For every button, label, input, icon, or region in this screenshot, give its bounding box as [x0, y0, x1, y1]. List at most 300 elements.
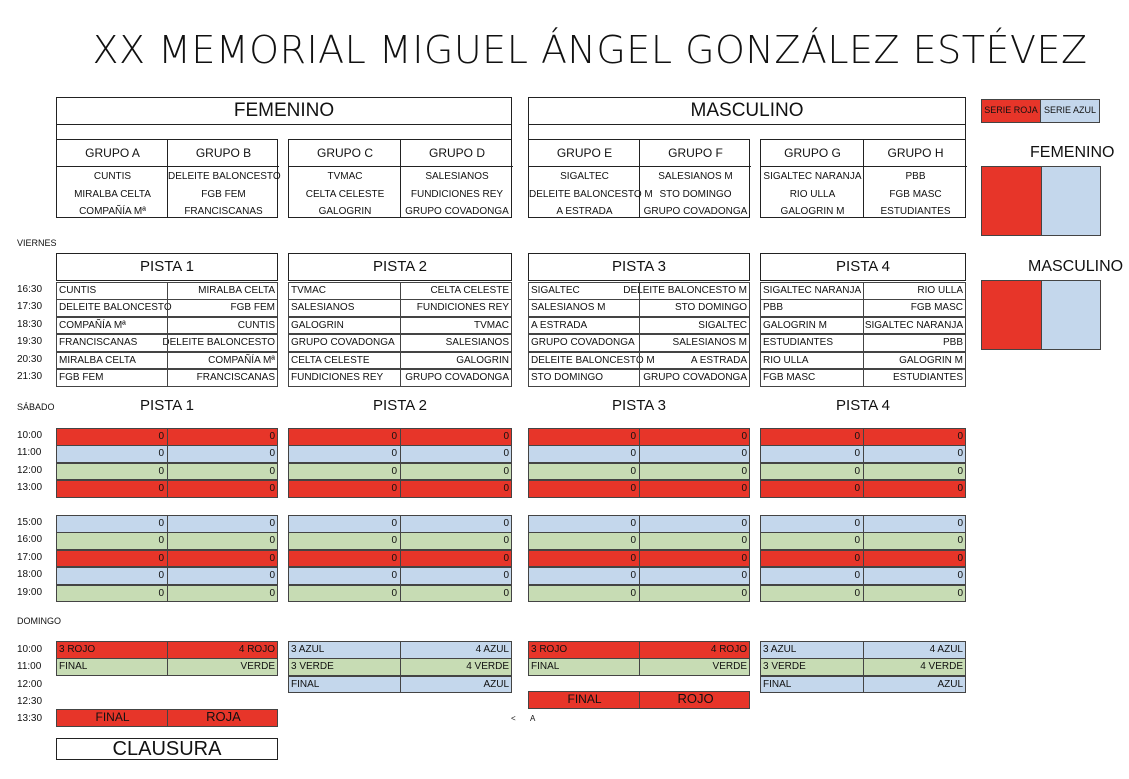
row-divider [400, 446, 401, 462]
row-left: FINAL [531, 661, 560, 673]
row-divider [863, 551, 864, 567]
group-team: COMPAÑÍA Mª [79, 206, 146, 217]
group-team: FRANCISCANAS [184, 206, 263, 217]
sabado-slot [56, 550, 278, 568]
pista-header: PISTA 2 [288, 253, 512, 281]
row-divider [167, 370, 168, 386]
match-row [528, 352, 750, 370]
slot-value-left: 0 [630, 587, 636, 599]
slot-value-left: 0 [391, 587, 397, 599]
sabado-slot [760, 428, 966, 446]
row-right: GALOGRIN M [899, 354, 963, 366]
sabado-pista-label: PISTA 3 [612, 397, 666, 414]
sabado-slot [528, 550, 750, 568]
group-header: GRUPO D [401, 140, 513, 167]
slot-value-left: 0 [158, 431, 164, 442]
row-right: ESTUDIANTES [892, 372, 963, 383]
time-label: 21:30 [17, 371, 43, 382]
row-divider [639, 283, 640, 299]
slot-value-right: 0 [269, 448, 275, 460]
group-team: DELEITE BALONCESTO [168, 171, 281, 182]
slot-value-right: 0 [503, 587, 509, 599]
row-left: FRANCISCANAS [59, 337, 138, 349]
row-right: CELTA CELESTE [430, 285, 509, 296]
slot-value-right: 0 [503, 518, 509, 529]
row-right: DELEITE BALONCESTO M [623, 285, 747, 296]
slot-value-left: 0 [630, 448, 636, 460]
mark-a: A [530, 714, 536, 723]
row-divider [639, 429, 640, 445]
row-left: 3 AZUL [763, 644, 797, 655]
masculino-header: MASCULINO [528, 97, 966, 125]
slot-value-left: 0 [630, 535, 636, 547]
row-right: A ESTRADA [690, 354, 747, 366]
row-left: GALOGRIN M [763, 319, 827, 331]
sabado-slot [528, 515, 750, 533]
row-divider [167, 710, 168, 726]
row-right: 4 AZUL [475, 644, 509, 655]
match-row [528, 317, 750, 335]
domingo-row [56, 641, 278, 659]
slot-value-left: 0 [158, 587, 164, 599]
row-divider [639, 551, 640, 567]
row-left: TVMAC [291, 285, 326, 296]
row-left: 3 ROJO [59, 644, 96, 655]
sabado-slot [56, 585, 278, 603]
pista-header: PISTA 3 [528, 253, 750, 281]
femenino-header: FEMENINO [56, 97, 512, 125]
row-divider [400, 464, 401, 480]
row-left: SALESIANOS M [531, 302, 606, 314]
match-row [760, 352, 966, 370]
sabado-slot [288, 567, 512, 585]
slot-value-right: 0 [269, 535, 275, 547]
group-team: PBB [905, 171, 926, 182]
group-header: GRUPO F [640, 140, 751, 167]
slot-value-right: 0 [741, 570, 747, 582]
row-left: DELEITE BALONCESTO M [531, 354, 655, 366]
row-right: MIRALBA CELTA [198, 285, 275, 296]
match-row [760, 334, 966, 352]
sabado-slot [760, 480, 966, 498]
match-row [288, 299, 512, 317]
row-left: FGB MASC [763, 372, 816, 383]
row-left: DELEITE BALONCESTO [59, 302, 172, 314]
group-header: GRUPO C [289, 140, 401, 167]
row-divider [167, 586, 168, 602]
time-label: 20:30 [17, 353, 43, 365]
group-header: GRUPO G [761, 140, 864, 167]
legend-masculino-red-swatch [981, 280, 1042, 350]
row-right: GRUPO COVADONGA [643, 372, 747, 383]
time-label: 16:00 [17, 534, 43, 546]
row-divider [167, 659, 168, 675]
slot-value-right: 0 [957, 465, 963, 477]
row-divider [167, 429, 168, 445]
group-team: GALOGRIN M [780, 206, 845, 217]
group-divider [400, 140, 401, 217]
row-right: COMPAÑÍA Mª [208, 354, 275, 366]
legend-masculino-label: MASCULINO [1028, 258, 1124, 275]
sabado-slot [288, 428, 512, 446]
time-label: 13:30 [17, 713, 43, 724]
day-domingo: DOMINGO [17, 616, 61, 626]
slot-value-right: 0 [957, 535, 963, 547]
slot-value-left: 0 [854, 570, 860, 582]
row-divider [639, 533, 640, 549]
slot-value-right: 0 [269, 483, 275, 495]
sabado-slot [288, 585, 512, 603]
row-divider [639, 642, 640, 658]
group-team: A ESTRADA [556, 206, 613, 217]
sabado-slot [528, 585, 750, 603]
group-divider [639, 140, 640, 217]
time-label: 11:00 [17, 661, 42, 672]
final-right: ROJO [677, 691, 714, 706]
time-label: 17:30 [17, 301, 43, 313]
section-frame [56, 124, 512, 140]
slot-value-right: 0 [741, 587, 747, 599]
group-team: CUNTIS [93, 171, 132, 182]
legend-femenino-red-swatch [981, 166, 1042, 236]
time-label: 17:00 [17, 551, 43, 563]
mark-lt: < [511, 714, 516, 723]
group-team: SALESIANOS M [658, 171, 733, 182]
row-left: GRUPO COVADONGA [531, 337, 635, 349]
row-right: 4 ROJO [238, 644, 275, 655]
time-label: 10:00 [17, 644, 43, 655]
match-row [56, 352, 278, 370]
group-box [56, 139, 281, 218]
row-left: FUNDICIONES REY [291, 372, 384, 383]
slot-value-right: 0 [503, 535, 509, 547]
section-frame [528, 124, 966, 140]
sabado-slot [288, 515, 512, 533]
sabado-slot [288, 463, 512, 481]
row-left: CUNTIS [59, 285, 97, 296]
sabado-slot [528, 567, 750, 585]
domingo-row [760, 658, 966, 676]
domingo-row [528, 641, 750, 659]
row-divider [639, 481, 640, 497]
final-rojo-box [528, 691, 750, 709]
group-header: GRUPO B [168, 140, 279, 167]
sabado-slot [528, 480, 750, 498]
row-divider [863, 283, 864, 299]
slot-value-right: 0 [957, 431, 963, 442]
final-roja-box [56, 709, 278, 727]
group-box [288, 139, 512, 218]
row-right: SIGALTEC NARANJA [864, 319, 963, 331]
domingo-row [288, 641, 512, 659]
group-header: GRUPO H [864, 140, 967, 167]
sabado-slot [760, 567, 966, 585]
row-left: SALESIANOS [291, 302, 355, 314]
slot-value-right: 0 [741, 552, 747, 564]
group-team: RIO ULLA [789, 188, 836, 200]
slot-value-right: 0 [269, 570, 275, 582]
sabado-slot [528, 532, 750, 550]
match-row [760, 299, 966, 317]
time-label: 11:00 [17, 447, 42, 459]
match-row [760, 282, 966, 300]
row-divider [639, 318, 640, 334]
match-row [528, 299, 750, 317]
row-right: AZUL [937, 678, 963, 690]
group-team: SALESIANOS [425, 171, 489, 182]
row-divider [863, 370, 864, 386]
sabado-slot [288, 480, 512, 498]
row-left: FINAL [291, 678, 320, 690]
sabado-slot [760, 585, 966, 603]
legend-serie-roja: SERIE ROJA [981, 99, 1041, 123]
slot-value-right: 0 [957, 483, 963, 495]
row-left: FINAL [59, 661, 88, 673]
row-divider [863, 446, 864, 462]
sabado-slot [56, 428, 278, 446]
row-left: SIGALTEC NARANJA [763, 285, 862, 296]
slot-value-right: 0 [741, 483, 747, 495]
row-right: 4 VERDE [920, 661, 963, 673]
row-divider [639, 586, 640, 602]
row-right: CUNTIS [237, 319, 275, 331]
slot-value-right: 0 [269, 518, 275, 529]
row-divider [863, 677, 864, 693]
row-divider [863, 300, 864, 316]
sabado-pista-label: PISTA 2 [373, 397, 427, 414]
slot-value-right: 0 [741, 535, 747, 547]
sabado-slot [56, 567, 278, 585]
row-divider [400, 335, 401, 351]
slot-value-left: 0 [391, 465, 397, 477]
row-divider [863, 533, 864, 549]
sabado-slot [760, 550, 966, 568]
row-divider [639, 353, 640, 369]
row-divider [639, 335, 640, 351]
row-left: MIRALBA CELTA [59, 354, 136, 366]
legend-femenino-label: FEMENINO [1030, 144, 1115, 161]
slot-value-right: 0 [503, 570, 509, 582]
row-divider [863, 335, 864, 351]
slot-value-left: 0 [391, 483, 397, 495]
row-right: SIGALTEC [698, 319, 747, 331]
row-divider [863, 353, 864, 369]
row-right: GALOGRIN [456, 354, 509, 366]
pista-header: PISTA 4 [760, 253, 966, 281]
row-divider [863, 516, 864, 532]
row-divider [400, 677, 401, 693]
row-right: SALESIANOS [445, 337, 509, 349]
slot-value-left: 0 [630, 465, 636, 477]
slot-value-right: 0 [957, 448, 963, 460]
time-label: 15:00 [17, 517, 43, 528]
time-label: 18:00 [17, 569, 43, 581]
slot-value-right: 0 [503, 431, 509, 442]
domingo-row [56, 658, 278, 676]
slot-value-left: 0 [630, 431, 636, 442]
sabado-slot [760, 463, 966, 481]
row-divider [167, 551, 168, 567]
row-left: CELTA CELESTE [291, 354, 370, 366]
slot-value-right: 0 [957, 570, 963, 582]
slot-value-left: 0 [158, 570, 164, 582]
legend-masculino-blue-swatch [1041, 280, 1101, 350]
row-right: STO DOMINGO [674, 302, 747, 314]
row-divider [400, 642, 401, 658]
match-row [56, 317, 278, 335]
slot-value-left: 0 [854, 465, 860, 477]
domingo-row [760, 641, 966, 659]
row-right: AZUL [483, 678, 509, 690]
match-row [288, 282, 512, 300]
sabado-slot [760, 515, 966, 533]
row-right: TVMAC [474, 319, 509, 331]
slot-value-left: 0 [391, 518, 397, 529]
final-right: ROJA [206, 709, 241, 724]
row-divider [400, 516, 401, 532]
match-row [56, 282, 278, 300]
row-divider [400, 551, 401, 567]
domingo-row [288, 676, 512, 694]
match-row [56, 334, 278, 352]
sabado-slot [56, 480, 278, 498]
row-divider [400, 586, 401, 602]
group-divider [167, 140, 168, 217]
group-team: SIGALTEC [560, 171, 609, 182]
row-divider [400, 300, 401, 316]
row-divider [863, 318, 864, 334]
time-label: 18:30 [17, 318, 43, 330]
row-divider [400, 568, 401, 584]
slot-value-left: 0 [854, 448, 860, 460]
row-divider [400, 533, 401, 549]
row-divider [167, 335, 168, 351]
row-divider [167, 446, 168, 462]
slot-value-right: 0 [503, 552, 509, 564]
slot-value-right: 0 [741, 465, 747, 477]
sabado-pista-label: PISTA 1 [140, 397, 194, 414]
row-left: GRUPO COVADONGA [291, 337, 395, 349]
slot-value-left: 0 [854, 431, 860, 442]
row-divider [400, 429, 401, 445]
day-viernes: VIERNES [17, 238, 57, 248]
row-divider [400, 659, 401, 675]
match-row [288, 369, 512, 387]
sabado-slot [56, 463, 278, 481]
row-right: PBB [942, 337, 963, 349]
row-left: 3 VERDE [763, 661, 806, 673]
slot-value-right: 0 [269, 587, 275, 599]
row-right: GRUPO COVADONGA [405, 372, 509, 383]
row-right: 4 VERDE [466, 661, 509, 673]
time-label: 19:00 [17, 586, 43, 598]
row-divider [167, 516, 168, 532]
sabado-slot [760, 532, 966, 550]
match-row [288, 317, 512, 335]
row-divider [863, 429, 864, 445]
slot-value-right: 0 [741, 448, 747, 460]
row-left: RIO ULLA [763, 354, 809, 366]
slot-value-left: 0 [854, 587, 860, 599]
match-row [760, 369, 966, 387]
row-divider [400, 481, 401, 497]
time-label: 12:00 [17, 464, 43, 476]
time-label: 12:00 [17, 679, 43, 690]
slot-value-left: 0 [391, 431, 397, 442]
slot-value-right: 0 [269, 465, 275, 477]
sabado-slot [56, 445, 278, 463]
group-team: CELTA CELESTE [305, 188, 385, 200]
group-team: FUNDICIONES REY [410, 188, 504, 200]
slot-value-right: 0 [503, 465, 509, 477]
sabado-slot [288, 550, 512, 568]
page-title: XX MEMORIAL MIGUEL ÁNGEL GONZÁLEZ ESTÉVEZ [92, 28, 1088, 72]
pista-header: PISTA 1 [56, 253, 278, 281]
group-team: FGB FEM [201, 188, 246, 200]
group-team: GALOGRIN [318, 206, 372, 217]
row-divider [863, 642, 864, 658]
row-left: 3 AZUL [291, 644, 325, 655]
row-divider [863, 568, 864, 584]
row-divider [400, 283, 401, 299]
match-row [56, 369, 278, 387]
slot-value-left: 0 [158, 448, 164, 460]
slot-value-left: 0 [158, 518, 164, 529]
sabado-slot [528, 463, 750, 481]
row-right: VERDE [712, 661, 747, 673]
row-divider [639, 300, 640, 316]
slot-value-left: 0 [854, 535, 860, 547]
slot-value-left: 0 [391, 552, 397, 564]
row-left: 3 ROJO [531, 644, 568, 655]
domingo-row [288, 658, 512, 676]
slot-value-left: 0 [158, 535, 164, 547]
row-divider [167, 300, 168, 316]
row-divider [639, 568, 640, 584]
slot-value-right: 0 [957, 552, 963, 564]
final-left: FINAL [567, 692, 602, 706]
group-box [528, 139, 750, 218]
row-right: FUNDICIONES REY [416, 302, 509, 314]
group-team: GRUPO COVADONGA [643, 206, 748, 217]
time-label: 16:30 [17, 284, 43, 295]
group-divider [863, 140, 864, 217]
time-label: 13:00 [17, 482, 43, 494]
row-right: RIO ULLA [917, 285, 963, 296]
group-team: DELEITE BALONCESTO M [529, 188, 653, 200]
slot-value-left: 0 [630, 483, 636, 495]
match-row [288, 334, 512, 352]
match-row [56, 299, 278, 317]
row-right: VERDE [240, 661, 275, 673]
legend-femenino-blue-swatch [1041, 166, 1101, 236]
slot-value-left: 0 [158, 465, 164, 477]
slot-value-right: 0 [741, 518, 747, 529]
row-divider [863, 586, 864, 602]
group-box [760, 139, 966, 218]
slot-value-left: 0 [630, 552, 636, 564]
row-right: DELEITE BALONCESTO [162, 337, 275, 349]
domingo-row [760, 676, 966, 694]
slot-value-left: 0 [391, 570, 397, 582]
row-divider [639, 464, 640, 480]
match-row [288, 352, 512, 370]
group-team: ESTUDIANTES [880, 206, 951, 217]
row-right: FRANCISCANAS [196, 372, 275, 383]
match-row [528, 282, 750, 300]
row-divider [167, 642, 168, 658]
slot-value-left: 0 [854, 552, 860, 564]
